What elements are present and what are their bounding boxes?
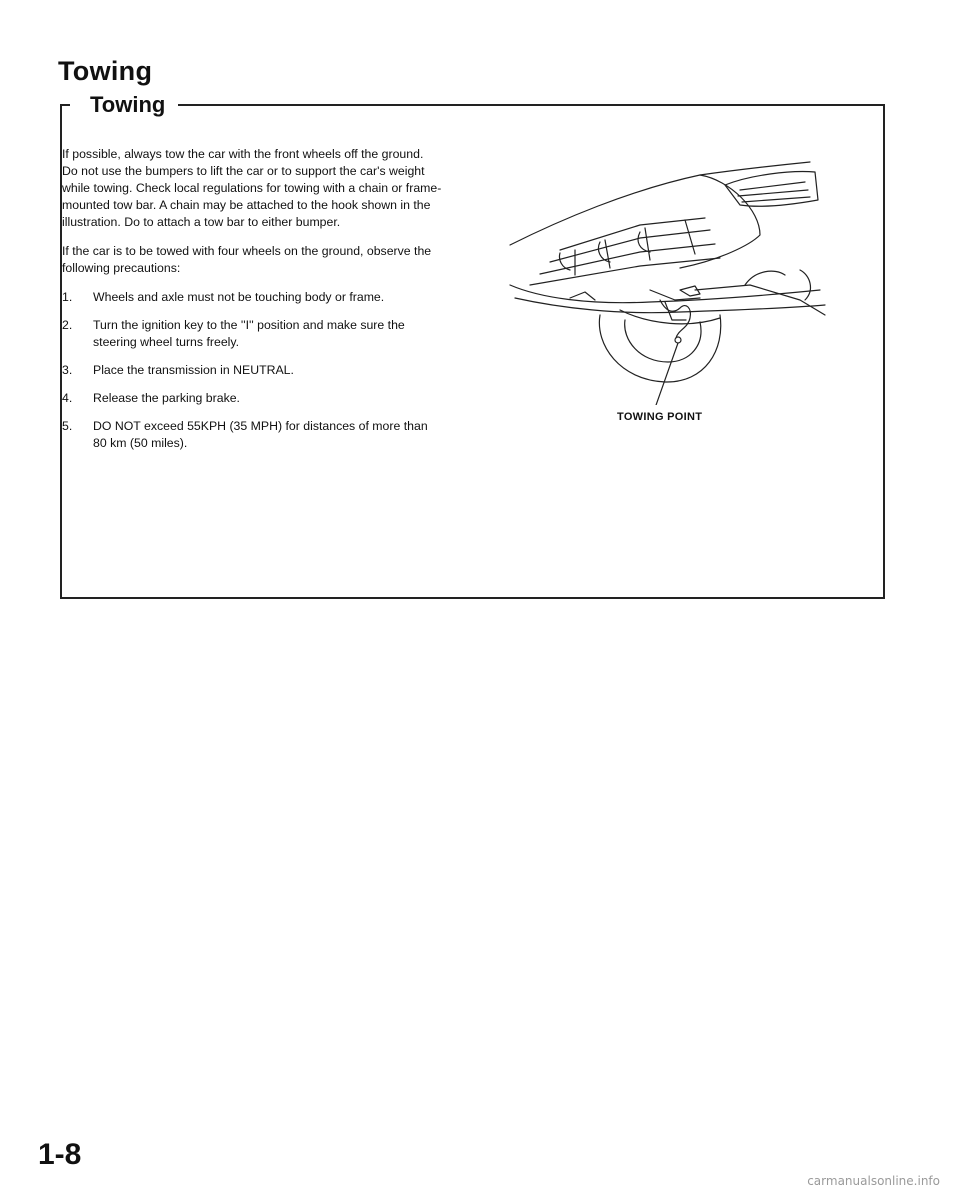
step-number: 3.: [62, 363, 73, 377]
step-text: Turn the ignition key to the ''I'' position and make sure the steering wheel turns freely.: [93, 318, 405, 349]
intro-paragraph: If possible, always tow the car with the front wheels off the ground. Do not use the bumpers to lift the car or to support the car's weight while towing. Check local regulations for towing with a chain or frame-mounted tow bar. A chain may be attached to the hook shown in the illustration. Do to attach a tow bar to either bumper.: [62, 147, 442, 229]
step-text: Wheels and axle must not be touching body or frame.: [93, 290, 385, 304]
step-text: Release the parking brake.: [93, 391, 240, 405]
section-title: Towing: [90, 92, 166, 117]
list-item: [62, 289, 442, 306]
step-number: 4.: [62, 391, 73, 405]
step-number: 5.: [62, 419, 73, 433]
watermark: carmanualsonline.info: [807, 1174, 940, 1188]
figure-label: TOWING POINT: [617, 411, 703, 423]
body-text: [62, 146, 442, 463]
list-item: [62, 418, 442, 452]
section-frame-top-left: [60, 104, 70, 106]
list-item: [62, 362, 442, 379]
page-number: 1-8: [38, 1138, 82, 1171]
step-text: Place the transmission in NEUTRAL.: [93, 363, 294, 377]
precautions-list: [62, 289, 442, 452]
list-item: [62, 390, 442, 407]
step-text: DO NOT exceed 55KPH (35 MPH) for distances of more than 80 km (50 miles).: [93, 419, 428, 450]
precautions-intro: If the car is to be towed with four wheels on the ground, observe the following precautions:: [62, 244, 432, 275]
car-underside-towing-hook-illustration: [500, 150, 830, 405]
list-item: [62, 317, 442, 351]
page-title: Towing: [58, 56, 153, 86]
step-number: 2.: [62, 318, 73, 332]
section-frame-top-right: [178, 104, 885, 106]
step-number: 1.: [62, 290, 73, 304]
